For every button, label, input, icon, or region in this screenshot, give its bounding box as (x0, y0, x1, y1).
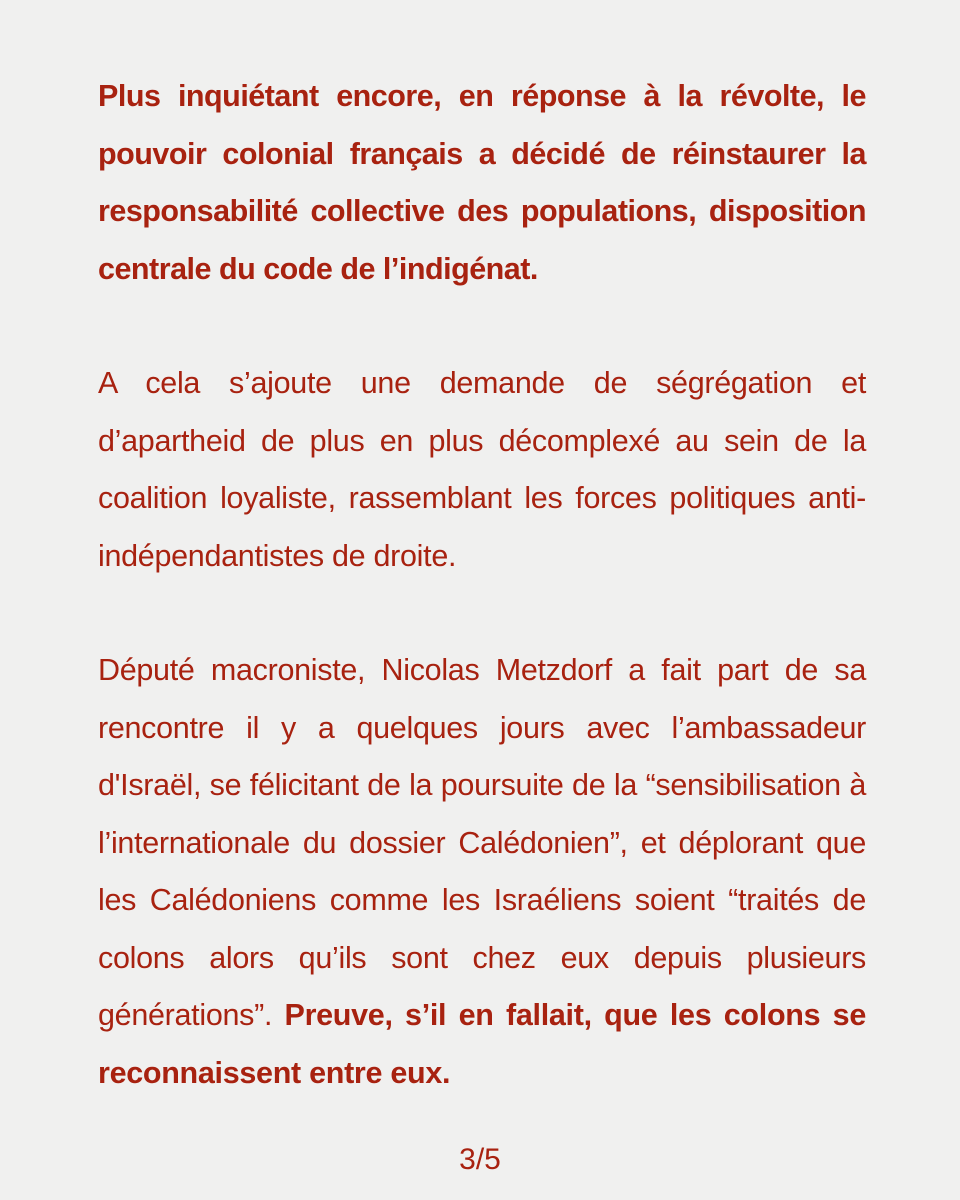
paragraph-2-text: A cela s’ajoute une demande de ségrégation et d’apartheid de plus en plus décomplexé au sein de la coalition loyaliste, rassemblant les forces politiques anti-indépendantistes de droite. (98, 366, 866, 573)
paragraph-1 (98, 68, 866, 298)
paragraph-3 (98, 642, 866, 1102)
paragraph-3-text: Député macroniste, Nicolas Metzdorf a fait part de sa rencontre il y a quelques jours avec l’ambassadeur d'Israël, se félicitant de la poursuite de la “sensibilisation à l’internationale du dossier Calédonien”, et déplorant que les Calédoniens comme les Israéliens soient “traités de colons alors qu’ils sont chez eux depuis plusieurs générations”. (98, 653, 866, 1032)
page-number: 3/5 (459, 1143, 501, 1176)
paragraph-3-bold-text: Preuve, s’il en fallait, que les colons se reconnaissent entre eux. (98, 998, 866, 1090)
document-body (98, 68, 866, 1102)
paragraph-2 (98, 355, 866, 585)
paragraph-1-bold-text: Plus inquiétant encore, en réponse à la révolte, le pouvoir colonial français a décidé de réinstaurer la responsabilité collective des populations, disposition centrale du code de l’indigénat. (98, 79, 866, 286)
